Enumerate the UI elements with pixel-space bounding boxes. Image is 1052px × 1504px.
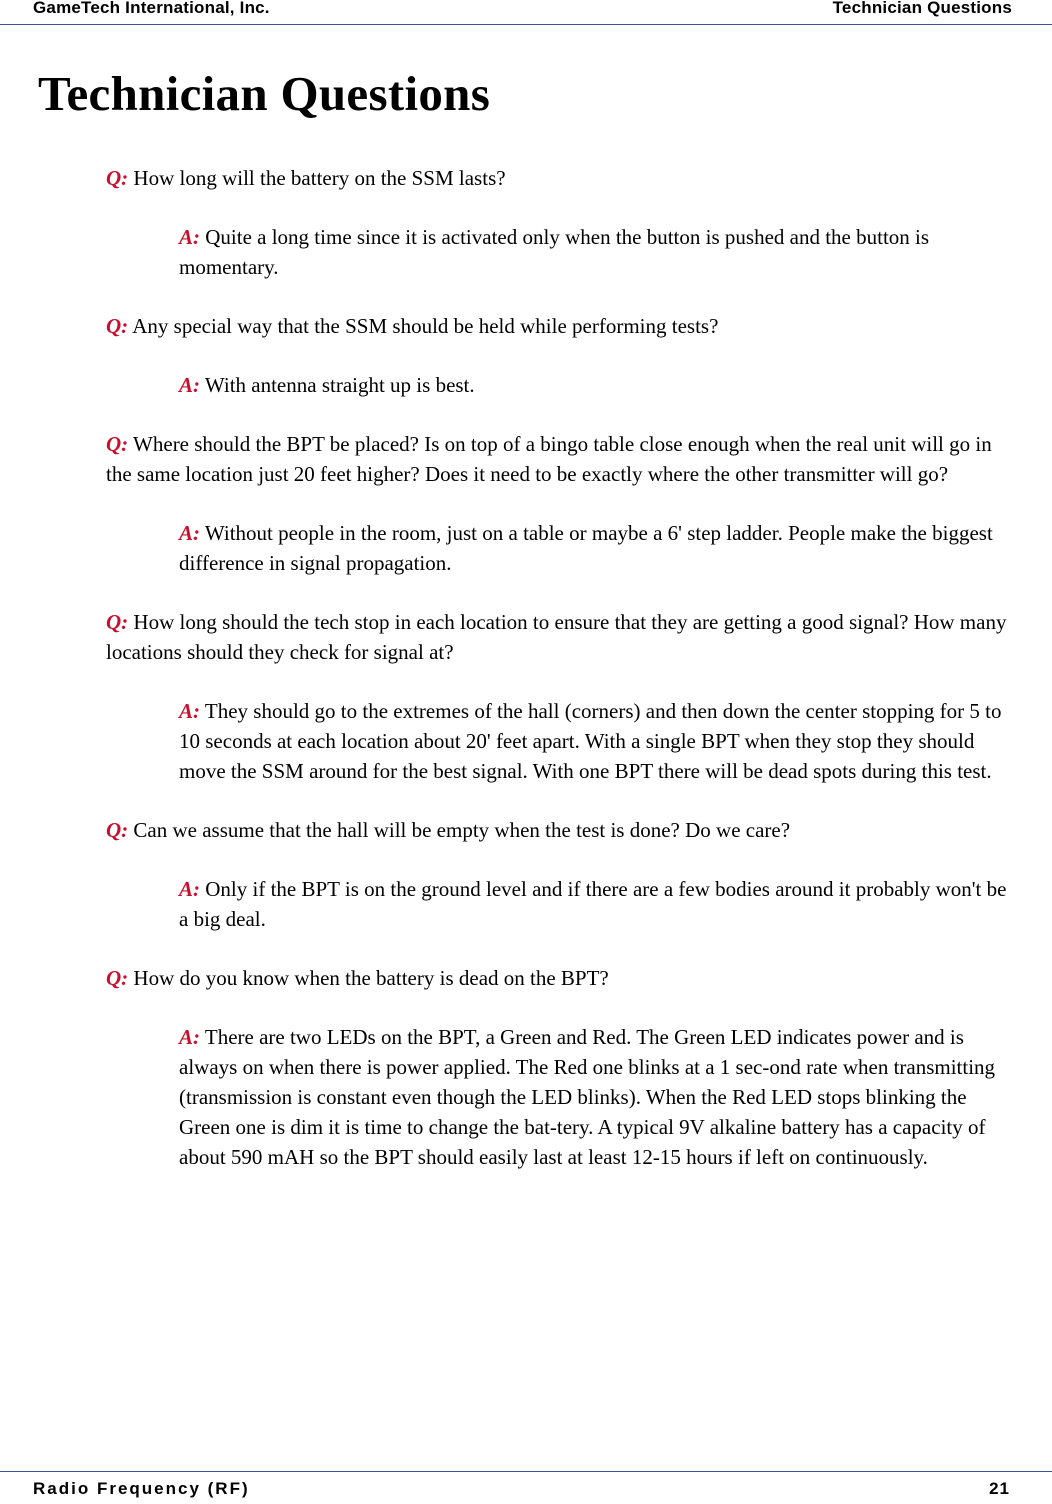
header-company: GameTech International, Inc.: [33, 0, 270, 17]
question-4: [106, 607, 1021, 667]
question-label: Q:: [106, 314, 129, 338]
answer-label: A:: [179, 521, 200, 545]
question-label: Q:: [106, 610, 129, 634]
answer-1: [179, 222, 1015, 282]
question-text: How long should the tech stop in each location to ensure that they are getting a good signal? How many locations should they check for signal at?: [106, 610, 1007, 664]
answer-4: [179, 696, 1015, 786]
answer-2: [179, 370, 1015, 400]
answer-label: A:: [179, 225, 200, 249]
answer-6: [179, 1022, 1015, 1172]
answer-label: A:: [179, 699, 200, 723]
footer-section: Radio Frequency (RF): [33, 1479, 250, 1498]
page-footer: [0, 1471, 1052, 1504]
question-text: Any special way that the SSM should be held while performing tests?: [132, 314, 719, 338]
answer-label: A:: [179, 1025, 200, 1049]
question-2: [106, 311, 1021, 341]
question-text: How do you know when the battery is dead on the BPT?: [133, 966, 609, 990]
answer-text: Quite a long time since it is activated only when the button is pushed and the button is momentary.: [179, 225, 930, 279]
answer-label: A:: [179, 373, 200, 397]
page-title: Technician Questions: [38, 66, 491, 121]
question-label: Q:: [106, 432, 129, 456]
answer-text: There are two LEDs on the BPT, a Green and Red. The Green LED indicates power and is always on when there is power applied. The Red one blinks at a 1 sec-ond rate when transmitting (transmission is constant even though the LED blinks). When the Red LED stops blinking the Green one is dim it is time to change the bat-tery. A typical 9V alkaline battery has a capacity of about 590 mAH so the BPT should easily last at least 12-15 hours if left on continuously.: [179, 1025, 996, 1169]
question-text: Where should the BPT be placed? Is on top of a bingo table close enough when the real unit will go in the same location just 20 feet higher? Does it need to be exactly where the other transmitter will go?: [106, 432, 992, 486]
question-label: Q:: [106, 966, 129, 990]
answer-text: Only if the BPT is on the ground level and if there are a few bodies around it probably won't be a big deal.: [179, 877, 1007, 931]
answer-label: A:: [179, 877, 200, 901]
header-section: Technician Questions: [832, 0, 1012, 17]
question-text: Can we assume that the hall will be empty when the test is done? Do we care?: [133, 818, 791, 842]
page-header: [0, 0, 1052, 25]
question-5: [106, 815, 1021, 845]
question-label: Q:: [106, 166, 129, 190]
page-number: 21: [989, 1479, 1010, 1498]
question-text: How long will the battery on the SSM lasts?: [133, 166, 506, 190]
question-label: Q:: [106, 818, 129, 842]
question-6: [106, 963, 1021, 993]
question-1: [106, 163, 1021, 193]
answer-text: They should go to the extremes of the hall (corners) and then down the center stopping for 5 to 10 seconds at each location about 20' feet apart. With a single BPT when they stop they should move the SSM around for the best signal. With one BPT there will be dead spots during this test.: [179, 699, 1002, 783]
answer-5: [179, 874, 1015, 934]
question-3: [106, 429, 1021, 489]
faq-list: [106, 163, 1021, 1201]
answer-text: Without people in the room, just on a table or maybe a 6' step ladder. People make the biggest difference in signal propagation.: [179, 521, 993, 575]
answer-text: With antenna straight up is best.: [204, 373, 475, 397]
answer-3: [179, 518, 1015, 578]
